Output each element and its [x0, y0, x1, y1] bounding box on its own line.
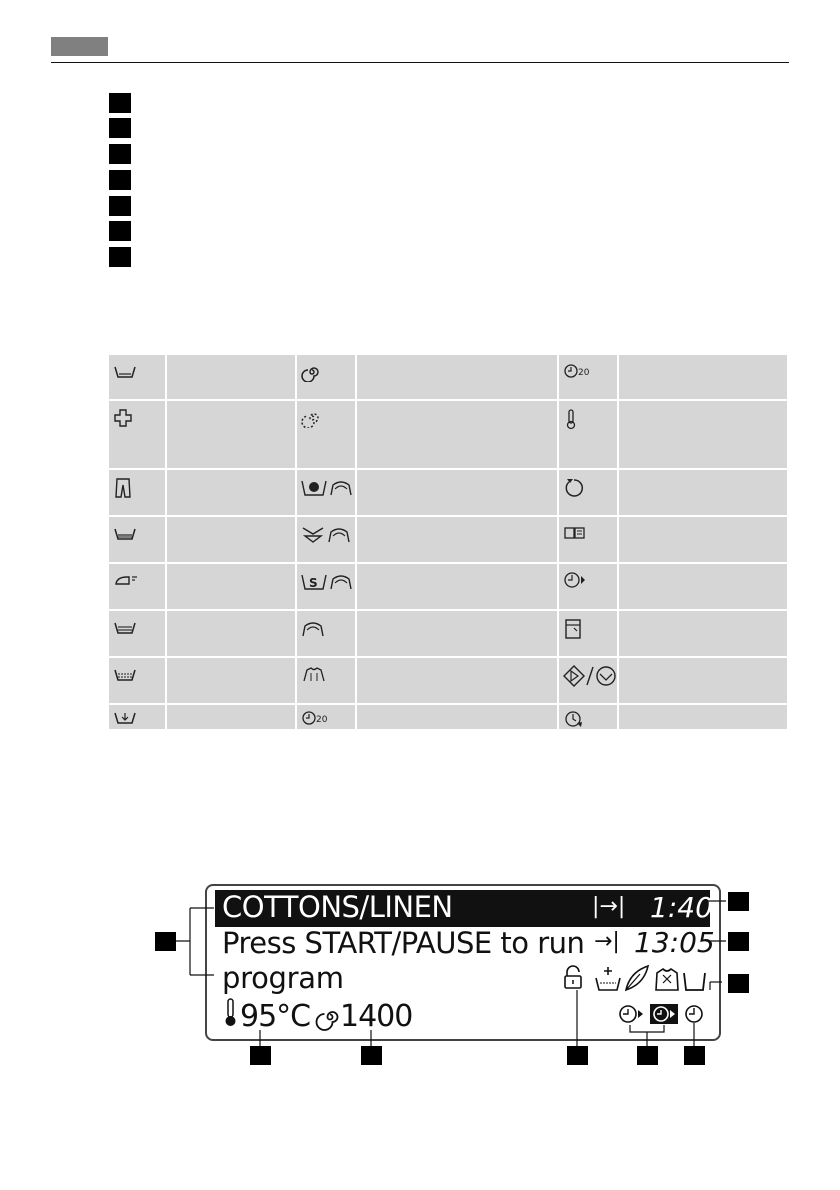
display-clock-time: 13:05 — [634, 926, 715, 959]
display-time-icon — [686, 1006, 702, 1022]
callout-marker-clock — [728, 932, 749, 951]
callout-marker-lock — [567, 1046, 588, 1065]
callout-marker-option-icons — [728, 974, 749, 993]
display-message-line-2: program — [222, 961, 344, 995]
display-extra-rinse-icon — [596, 967, 620, 990]
display-spin-icon — [317, 1012, 338, 1030]
display-tub-icon — [684, 973, 705, 990]
callout-marker-temperature — [250, 1046, 271, 1065]
callout-marker-display-lines — [155, 932, 176, 951]
callout-marker-delay — [637, 1046, 658, 1065]
end-time-arrow: |→| — [592, 894, 626, 919]
svg-text:S: S — [309, 576, 318, 590]
display-door-lock-icon — [565, 966, 581, 988]
display-shirt-icon — [656, 969, 678, 990]
display-feather-icon — [626, 966, 648, 990]
display-message-line: Press START/PAUSE to run — [222, 926, 585, 960]
clock-arrow: →| — [594, 929, 620, 954]
display-temperature: 95°C — [240, 999, 311, 1034]
display-end-time: 1:40 — [650, 891, 713, 924]
svg-text:20: 20 — [316, 715, 328, 725]
display-delay-icon — [620, 1006, 643, 1022]
callout-marker-spin — [361, 1046, 382, 1065]
leader-lines — [175, 901, 726, 1046]
display-delay-active-icon — [650, 1004, 678, 1024]
display-spin-speed: 1400 — [340, 999, 413, 1034]
svg-text:20: 20 — [578, 368, 590, 378]
display-thermometer-icon — [226, 999, 236, 1026]
display-program-name: COTTONS/LINEN — [222, 890, 453, 924]
callout-marker-time — [684, 1046, 705, 1065]
callout-marker-end-time — [728, 892, 749, 911]
